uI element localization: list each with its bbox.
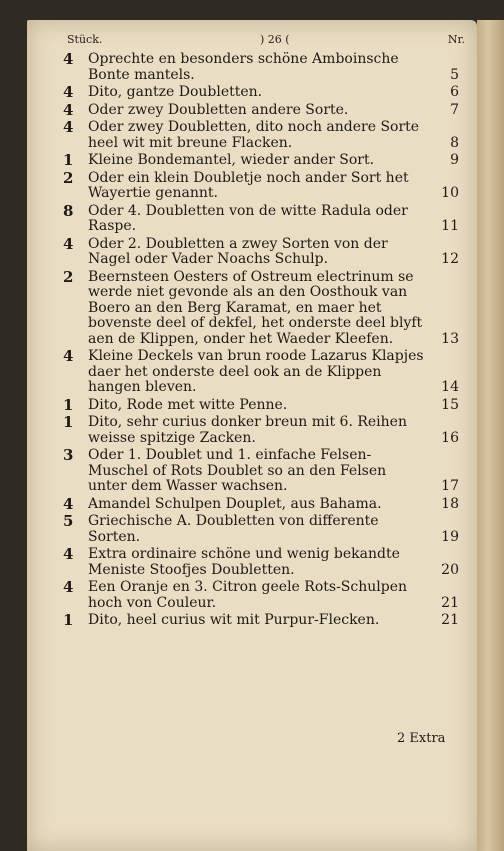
entry-list [63, 52, 463, 629]
item-quantity: 4 [63, 545, 74, 563]
list-item [63, 153, 463, 169]
item-quantity: 1 [63, 151, 74, 169]
item-number: 16 [441, 429, 459, 446]
list-item [63, 395, 463, 414]
item-quantity: 1 [63, 395, 74, 414]
page-number: ) 26 ( [260, 33, 290, 46]
page-header [67, 33, 465, 51]
item-number: 12 [441, 251, 459, 267]
item-description: Griechische A. Doubletten von differente Sorten. [88, 513, 379, 545]
item-description: Dito, sehr curius donker breun mit 6. Reihen weisse spitzige Zacken. [88, 414, 407, 446]
item-description: Oprechte en besonders schöne Amboinsche Bonte mantels. [88, 51, 399, 83]
item-description: Dito, gantze Doubletten. [88, 84, 263, 100]
list-item [63, 120, 463, 151]
item-number: 9 [450, 152, 459, 168]
item-quantity: 4 [63, 234, 74, 253]
header-quantity-label: Stück. [67, 33, 103, 46]
item-quantity: 4 [63, 347, 74, 365]
item-description: Oder 2. Doubletten a zwey Sorten von der Nagel oder Vader Noachs Schulp. [88, 235, 388, 267]
item-description: Kleine Bondemantel, wieder ander Sort. [88, 152, 375, 168]
list-item [63, 85, 463, 101]
list-item [63, 168, 463, 202]
item-quantity: 4 [63, 50, 74, 68]
item-description: Een Oranje en 3. Citron geele Rots-Schulpen hoch von Couleur. [88, 579, 408, 611]
item-quantity: 4 [63, 118, 74, 136]
list-item [63, 201, 463, 235]
item-description: Oder 4. Doubletten von de witte Radula oder Raspe. [88, 202, 408, 234]
catchword: 2 Extra [397, 731, 446, 746]
item-number: 5 [450, 66, 459, 83]
item-quantity: 3 [63, 446, 74, 464]
item-description: Amandel Schulpen Douplet, aus Bahama. [88, 495, 382, 512]
list-item [63, 514, 463, 545]
item-quantity: 5 [63, 512, 74, 530]
item-quantity: 4 [63, 100, 74, 119]
list-item [63, 494, 463, 513]
item-number: 10 [441, 185, 459, 201]
header-number-label: Nr. [447, 33, 465, 46]
list-item [63, 547, 463, 578]
item-number: 19 [441, 528, 459, 545]
list-item [63, 349, 463, 396]
item-description: Kleine Deckels van brun roode Lazarus Klapjes daer het onderste deel ook an de Klippen hangen bleven. [88, 348, 424, 395]
item-quantity: 1 [63, 611, 74, 629]
list-item [63, 448, 463, 495]
item-description: Beernsteen Oesters of Ostreum electrinum se werde niet gevonde als an den Oosthouk van Boero an den Berg Karamat, en maer het bovenste deel of dekfel, het onderste deel blyft aen de Klippen, onder het Waeder Kleefen. [88, 268, 423, 347]
item-number: 17 [441, 478, 459, 494]
item-quantity: 2 [63, 267, 74, 286]
item-number: 15 [441, 396, 459, 413]
item-description: Oder ein klein Doubletje noch ander Sort het Wayertie genannt. [88, 169, 409, 201]
item-description: Dito, Rode met witte Penne. [88, 396, 288, 413]
list-item [63, 415, 463, 446]
list-item [63, 234, 463, 268]
item-number: 7 [450, 101, 459, 118]
item-quantity: 8 [63, 201, 74, 220]
item-number: 11 [441, 218, 459, 234]
item-number: 21 [441, 594, 459, 611]
item-quantity: 4 [63, 578, 74, 596]
item-number: 6 [450, 84, 459, 100]
item-description: Dito, heel curius wit mit Purpur-Flecken. [88, 612, 380, 628]
item-description: Oder zwey Doubletten andere Sorte. [88, 101, 349, 118]
item-number: 18 [441, 495, 459, 512]
item-number: 14 [441, 379, 459, 395]
list-item [63, 267, 463, 348]
item-number: 21 [441, 612, 459, 628]
item-description: Oder 1. Doublet und 1. einfache Felsen-Muschel of Rots Doublet so an den Felsen unter dem Wasser wachsen. [88, 447, 387, 494]
list-item [63, 580, 463, 611]
item-number: 20 [441, 561, 459, 578]
item-description: Oder zwey Doubletten, dito noch andere Sorte heel wit mit breune Flacken. [88, 119, 420, 151]
item-quantity: 2 [63, 168, 74, 187]
item-quantity: 4 [63, 494, 74, 513]
item-quantity: 1 [63, 413, 74, 431]
item-quantity: 4 [63, 83, 74, 101]
list-item [63, 613, 463, 629]
list-item [63, 52, 463, 83]
item-number: 8 [450, 134, 459, 151]
item-number: 13 [441, 330, 459, 347]
page-edge [477, 20, 504, 851]
list-item [63, 100, 463, 119]
item-description: Extra ordinaire schöne und wenig bekandte Meniste Stoofjes Doubletten. [88, 546, 400, 578]
